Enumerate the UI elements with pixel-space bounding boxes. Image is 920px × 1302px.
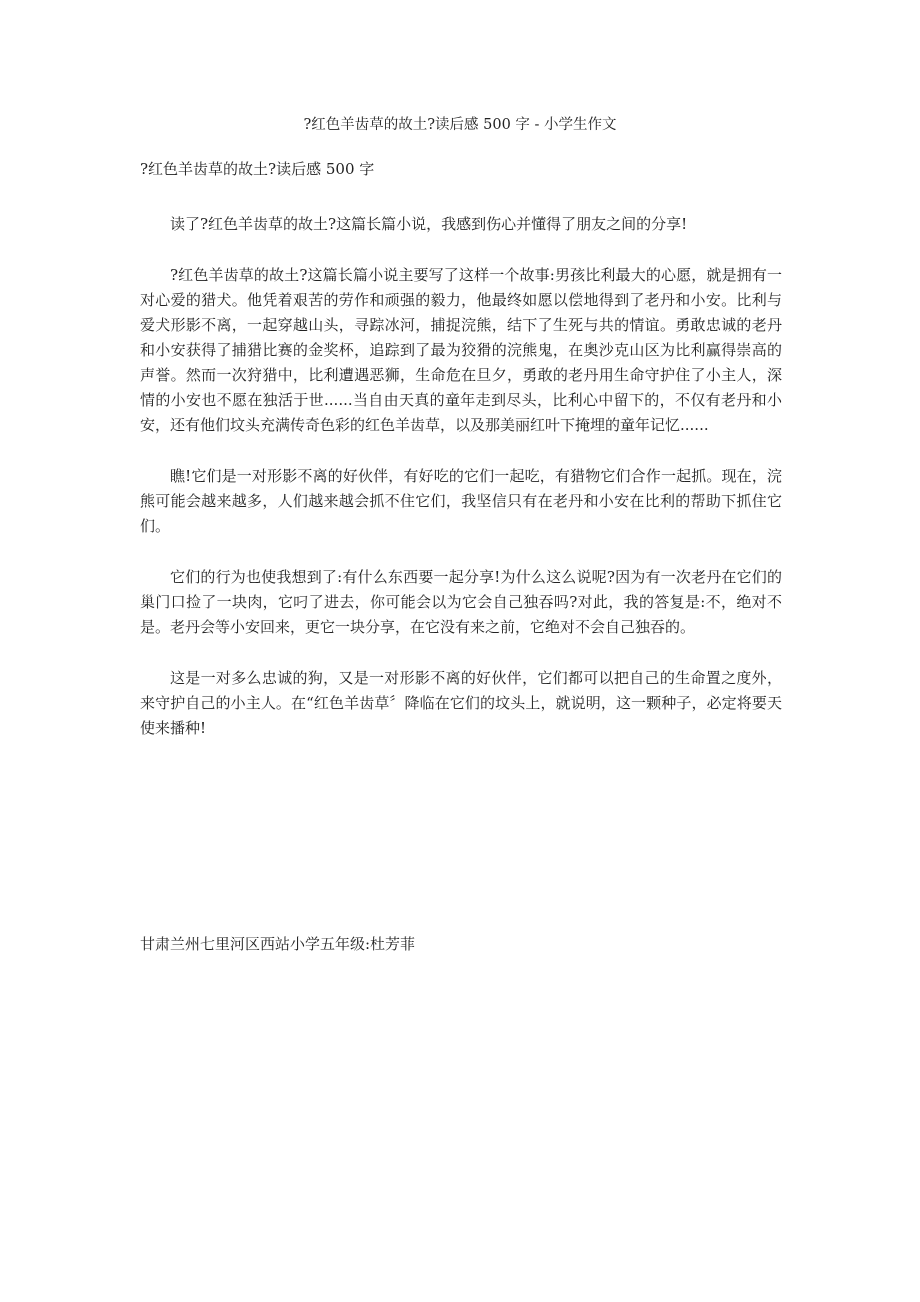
essay-paragraph: 它们的行为也使我想到了:有什么东西要一起分享!为什么这么说呢?因为有一次老丹在它们的巢门口捡了一块肉，它叼了进去，你可能会以为它会自己独吞吗?对此，我的答复是:不，绝对不是。老丹会等小安回来，更它一块分享，在它没有来之前，它绝对不会自己独吞的。 [140, 568, 782, 636]
essay-paragraph: 这是一对多么忠诚的狗，又是一对形影不离的好伙伴，它们都可以把自己的生命置之度外，来守护自己的小主人。在“红色羊齿草〞降临在它们的坟头上，就说明，这一颗种子，必定将要天使来播种! [140, 669, 782, 737]
author-signature: 甘肃兰州七里河区西站小学五年级:杜芳菲 [140, 935, 416, 953]
essay-paragraph: 读了?红色羊齿草的故土?这篇长篇小说，我感到伤心并懂得了朋友之间的分享! [170, 215, 688, 233]
document-subtitle: ?红色羊齿草的故土?读后感 500 字 [140, 160, 375, 178]
document-title: ?红色羊齿草的故土?读后感 500 字 - 小学生作文 [303, 117, 617, 133]
essay-paragraph: 瞧!它们是一对形影不离的好伙伴，有好吃的它们一起吃，有猎物它们合作一起抓。现在，浣熊可能会越来越多，人们越来越会抓不住它们，我坚信只有在老丹和小安在比利的帮助下抓住它们。 [140, 467, 782, 535]
essay-body [140, 212, 782, 767]
essay-paragraph: ?红色羊齿草的故土?这篇长篇小说主要写了这样一个故事:男孩比利最大的心愿，就是拥有一对心爱的猎犬。他凭着艰苦的劳作和顽强的毅力，他最终如愿以偿地得到了老丹和小安。比利与爱犬形影不离，一起穿越山头，寻踪冰河，捕捉浣熊，结下了生死与共的情谊。勇敢忠诚的老丹和小安获得了捕猎比赛的金奖杯，追踪到了最为狡猾的浣熊鬼，在奥沙克山区为比利赢得崇高的声誉。然而一次狩猎中，比利遭遇恶狮，生命危在旦夕，勇敢的老丹用生命守护住了小主人，深情的小安也不愿在独活于世......当自由天真的童年走到尽头，比利心中留下的，不仅有老丹和小安，还有他们坟头充满传奇色彩的红色羊齿草，以及那美丽红叶下掩埋的童年记忆...... [140, 266, 782, 434]
